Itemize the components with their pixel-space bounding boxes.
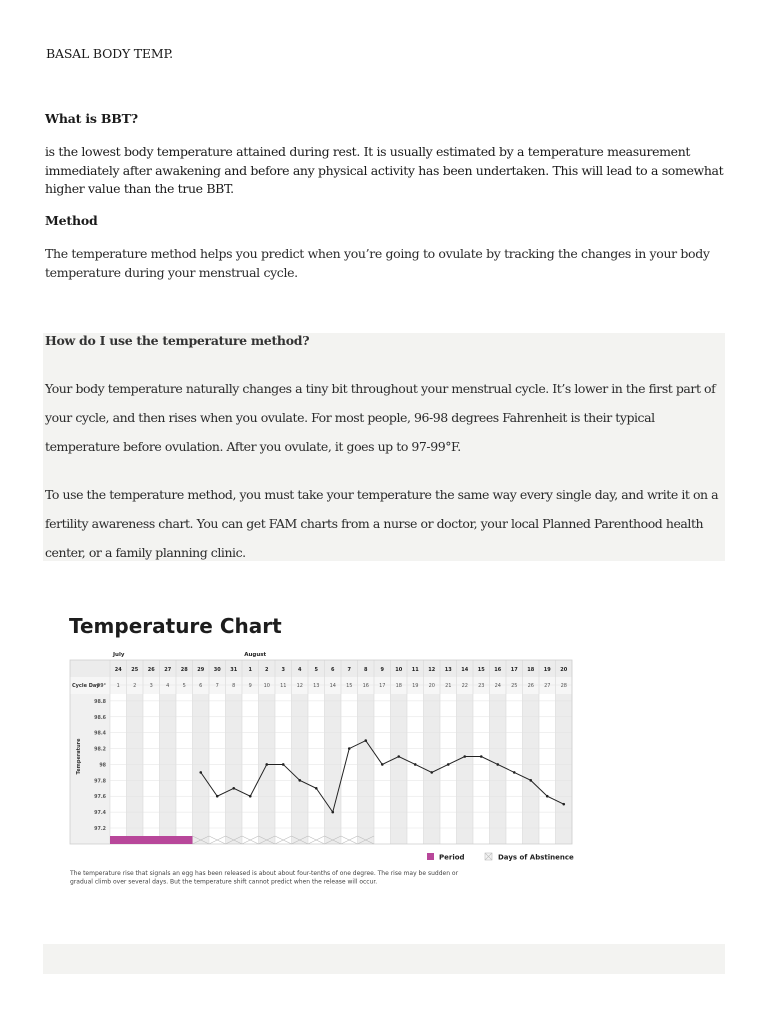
y-tick-label: 98.2	[94, 747, 106, 753]
column-band	[160, 694, 177, 844]
date-tick-label: 3	[281, 667, 285, 673]
cycle-day-tick-label: 14	[329, 683, 336, 689]
column-band	[226, 694, 243, 844]
y-tick-label: 98.8	[94, 699, 106, 705]
legend-period-swatch	[427, 853, 434, 860]
cycle-day-tick-label: 12	[296, 683, 303, 689]
temperature-point	[249, 795, 252, 798]
temperature-point	[348, 747, 351, 750]
page-title: BASAL BODY TEMP.	[46, 46, 173, 61]
legend-abstinence-label: Days of Abstinence	[498, 853, 574, 862]
heading-what-is-bbt: What is BBT?	[45, 111, 138, 126]
date-tick-label: 6	[331, 667, 335, 673]
temperature-point	[414, 763, 417, 766]
temperature-point	[298, 779, 301, 782]
column-band	[127, 694, 144, 844]
date-tick-label: 20	[560, 667, 568, 673]
temperature-point	[199, 771, 202, 774]
temperature-point	[232, 787, 235, 790]
temperature-point	[265, 763, 268, 766]
temperature-point	[397, 755, 400, 758]
date-tick-label: 14	[461, 667, 469, 673]
date-tick-label: 12	[428, 667, 436, 673]
cycle-day-tick-label: 13	[313, 683, 320, 689]
temperature-chart	[66, 608, 586, 898]
month-label: August	[244, 652, 267, 658]
date-tick-label: 31	[230, 667, 238, 673]
date-tick-label: 19	[543, 667, 551, 673]
bottom-shaded-bar	[43, 944, 725, 974]
text-line: your cycle, and then rises when you ovulate. For most people, 96-98 degrees Fahrenheit is their typical	[45, 410, 655, 425]
date-tick-label: 17	[510, 667, 518, 673]
y-tick-label: 97.6	[94, 795, 106, 801]
date-tick-label: 27	[164, 667, 172, 673]
temperature-point	[381, 763, 384, 766]
date-tick-label: 1	[248, 667, 252, 673]
bbt-definition	[45, 143, 725, 199]
date-tick-label: 29	[197, 667, 205, 673]
date-tick-label: 11	[411, 667, 419, 673]
text-line: center, or a family planning clinic.	[45, 545, 246, 560]
period-day-bar	[110, 836, 127, 844]
cycle-day-tick-label: 3	[149, 683, 153, 689]
text-line: immediately after awakening and before any physical activity has been undertaken. This will lead to a somewhat	[45, 162, 724, 178]
text-line: temperature before ovulation. After you ovulate, it goes up to 97-99°F.	[45, 439, 461, 454]
cycle-day-tick-label: 9	[248, 683, 252, 689]
cycle-day-tick-label: 20	[428, 683, 435, 689]
text-line: higher value than the true BBT.	[45, 181, 234, 196]
cycle-day-tick-label: 26	[527, 683, 534, 689]
period-day-bar	[176, 836, 193, 844]
cycle-day-tick-label: 11	[280, 683, 287, 689]
cycle-day-tick-label: 2	[133, 683, 137, 689]
date-tick-label: 25	[131, 667, 139, 673]
cycle-day-tick-label: 19	[412, 683, 419, 689]
column-band	[325, 694, 342, 844]
date-tick-label: 30	[213, 667, 221, 673]
temperature-line	[201, 741, 564, 813]
column-band	[358, 694, 375, 844]
y-tick-label: 99°	[96, 684, 106, 689]
date-tick-label: 16	[494, 667, 502, 673]
date-tick-label: 4	[298, 667, 302, 673]
chart-caption-line: The temperature rise that signals an egg has been released is about about four-tenths of one degree. The rise may be sudden or	[70, 870, 459, 877]
how-to-paragraph-1	[45, 374, 723, 461]
temperature-point	[529, 779, 532, 782]
temperature-point	[513, 771, 516, 774]
cycle-day-row-label: Cycle Day	[72, 683, 100, 689]
cycle-day-tick-label: 16	[362, 683, 369, 689]
cycle-day-tick-label: 17	[379, 683, 386, 689]
temperature-point	[546, 795, 549, 798]
cycle-day-tick-label: 28	[560, 683, 567, 689]
chart-caption-line: gradual climb over several days. But the temperature shift cannot predict when the release will occur.	[70, 878, 378, 886]
legend-period-label: Period	[439, 853, 465, 862]
column-band	[490, 694, 507, 844]
date-tick-label: 18	[527, 667, 535, 673]
temperature-chart-svg	[66, 608, 586, 898]
month-label: July	[113, 652, 125, 658]
how-to-paragraph-2	[45, 480, 723, 567]
column-band	[193, 694, 210, 844]
cycle-day-tick-label: 10	[263, 683, 270, 689]
chart-title: Temperature Chart	[69, 614, 282, 638]
how-to-section	[43, 333, 725, 561]
date-tick-label: 2	[265, 667, 269, 673]
cycle-day-tick-label: 23	[478, 683, 485, 689]
cycle-day-tick-label: 6	[199, 683, 203, 689]
temperature-point	[331, 811, 334, 814]
cycle-day-tick-label: 27	[544, 683, 551, 689]
column-band	[457, 694, 474, 844]
temperature-point	[463, 755, 466, 758]
cycle-day-tick-label: 1	[116, 683, 120, 689]
temperature-point	[430, 771, 433, 774]
text-line: fertility awareness chart. You can get FAM charts from a nurse or doctor, your local Planned Parenthood health	[45, 516, 704, 531]
text-line: is the lowest body temperature attained during rest. It is usually estimated by a temperature measurement	[45, 144, 691, 159]
cycle-day-tick-label: 24	[494, 683, 501, 689]
text-line: To use the temperature method, you must take your temperature the same way every single day, and write it on a	[45, 487, 719, 502]
y-tick-label: 97.2	[94, 827, 106, 832]
date-tick-label: 28	[180, 667, 188, 673]
date-tick-label: 26	[147, 667, 155, 673]
y-tick-label: 97.8	[94, 779, 106, 785]
column-band	[556, 694, 573, 844]
date-tick-label: 5	[314, 667, 318, 673]
date-tick-label: 7	[347, 667, 351, 673]
cycle-day-tick-label: 7	[215, 683, 219, 689]
column-band	[424, 694, 441, 844]
text-line: Your body temperature naturally changes a tiny bit throughout your menstrual cycle. It’s lower in the first part of	[45, 381, 716, 396]
heading-how-to-use: How do I use the temperature method?	[45, 333, 310, 348]
temperature-point	[496, 763, 499, 766]
y-tick-label: 98	[99, 763, 106, 769]
y-tick-label: 98.6	[94, 715, 106, 721]
cycle-day-tick-label: 18	[395, 683, 402, 689]
y-axis-label: Temperature	[76, 738, 82, 775]
temperature-point	[364, 739, 367, 742]
column-band	[259, 694, 276, 844]
date-tick-label: 15	[477, 667, 485, 673]
cycle-day-tick-label: 5	[182, 683, 186, 689]
y-tick-label: 97.4	[94, 811, 106, 817]
date-tick-label: 8	[364, 667, 368, 673]
column-band	[292, 694, 309, 844]
date-tick-label: 9	[380, 667, 384, 673]
method-paragraph	[45, 245, 725, 282]
y-tick-label: 98.4	[94, 731, 106, 737]
date-tick-label: 10	[395, 667, 403, 673]
temperature-point	[447, 763, 450, 766]
period-day-bar	[160, 836, 177, 844]
cycle-day-tick-label: 25	[511, 683, 518, 689]
column-band	[391, 694, 408, 844]
date-tick-label: 13	[444, 667, 452, 673]
cycle-day-tick-label: 8	[232, 683, 236, 689]
cycle-day-tick-label: 21	[445, 683, 452, 689]
text-line: The temperature method helps you predict when you’re going to ovulate by tracking the changes in your body	[45, 246, 710, 261]
heading-method: Method	[45, 213, 98, 228]
date-tick-label: 24	[114, 667, 122, 673]
text-line: temperature during your menstrual cycle.	[45, 264, 298, 280]
temperature-point	[562, 803, 565, 806]
cycle-day-tick-label: 22	[461, 683, 468, 689]
period-day-bar	[143, 836, 160, 844]
temperature-point	[315, 787, 318, 790]
temperature-point	[216, 795, 219, 798]
period-day-bar	[127, 836, 144, 844]
temperature-point	[282, 763, 285, 766]
temperature-point	[480, 755, 483, 758]
column-band	[523, 694, 540, 844]
cycle-day-tick-label: 15	[346, 683, 353, 689]
cycle-day-tick-label: 4	[166, 683, 170, 689]
